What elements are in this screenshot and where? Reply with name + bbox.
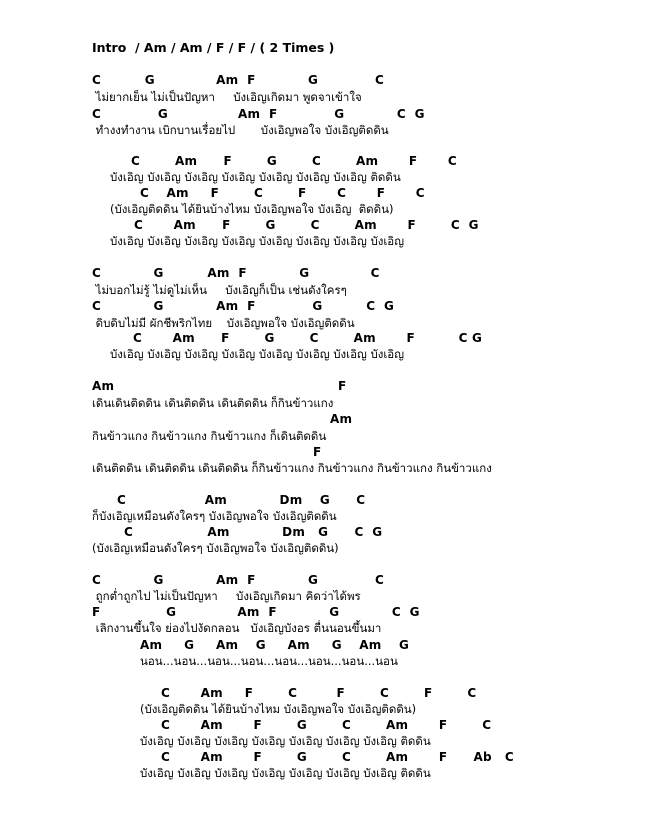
lyric-line: ไม่บอกไม่รู้ ไม่ดูไม่เห็น บังเอิญก็เป็น เช่นดังใครๆ: [92, 283, 347, 297]
lyric-line: (บังเอิญติดดิน ได้ยินบ้างไหม บังเอิญพอใจ บังเอิญ ติดดิน): [110, 202, 394, 216]
lyric-line: (บังเอิญเหมือนดังใครๆ บังเอิญพอใจ บังเอิญติดดิน): [92, 541, 339, 555]
chord-line: C G Am F G C: [92, 73, 384, 87]
chord-line: F G Am F G C G: [92, 605, 420, 619]
chord-line: Am: [92, 379, 115, 393]
chord-line: Am: [330, 412, 353, 426]
lyric-line: บังเอิญ บังเอิญ บังเอิญ บังเอิญ บังเอิญ บังเอิญ บังเอิญ ติดดิน: [140, 734, 431, 748]
lyric-line: กินข้าวแกง กินข้าวแกง กินข้าวแกง ก็เดินติดดิน: [92, 429, 327, 443]
lyric-line: ก็บังเอิญเหมือนดังใครๆ บังเอิญพอใจ บังเอิญติดดิน: [92, 509, 337, 523]
chord-line: C G Am F G C: [92, 573, 384, 587]
lyric-line: ไม่ยากเย็น ไม่เป็นปัญหา บังเอิญเกิดมา พูดจาเข้าใจ: [92, 90, 362, 104]
chord-line: C Am F G C Am F C G: [133, 331, 483, 345]
lyric-line: ทำงงทำงาน เบิกบานเรื่อยไป บังเอิญพอใจ บังเอิญติดดิน: [92, 123, 389, 137]
chord-line: C Am F G C Am F C: [131, 154, 457, 168]
lyric-line: บังเอิญ บังเอิญ บังเอิญ บังเอิญ บังเอิญ บังเอิญ บังเอิญ บังเอิญ: [110, 234, 404, 248]
chord-line: C Am F G C Am F C G: [134, 218, 479, 232]
lyric-line: บังเอิญ บังเอิญ บังเอิญ บังเอิญ บังเอิญ บังเอิญ บังเอิญ ติดดิน: [140, 766, 431, 780]
chord-line: C Am Dm G C G: [124, 525, 383, 539]
lyric-line: ดิบดิบไม่มี ผักชีพริกไทย บังเอิญพอใจ บังเอิญติดดิน: [92, 316, 355, 330]
lyric-line: เดินเดินติดดิน เดินติดดิน เดินติดดิน ก็กินข้าวแกง: [92, 396, 334, 410]
lyric-line: บังเอิญ บังเอิญ บังเอิญ บังเอิญ บังเอิญ บังเอิญ บังเอิญ บังเอิญ: [110, 347, 404, 361]
chord-line: C Am F G C Am F C: [161, 718, 492, 732]
lyric-line: บังเอิญ บังเอิญ บังเอิญ บังเอิญ บังเอิญ บังเอิญ บังเอิญ ติดดิน: [110, 170, 401, 184]
chord-line: Am G Am G Am G Am G: [140, 638, 410, 652]
chord-line: F: [338, 379, 347, 393]
lyric-line: นอน...นอน...นอน...นอน...นอน...นอน...นอน...นอน: [140, 654, 398, 668]
chord-line: C Am F C F C F C: [161, 686, 477, 700]
chord-line: C G Am F G C G: [92, 107, 425, 121]
chord-line: C Am F C F C F C: [140, 186, 425, 200]
lyric-line: ถูกต่ำถูกไป ไม่เป็นปัญหา บังเอิญเกิดมา คิดว่าได้พร: [92, 589, 361, 603]
lyric-line: เลิกงานขึ้นใจ ย่องไปงัดกลอน บังเอิญบังอร ตื่นนอนขึ้นมา: [92, 621, 382, 635]
chord-line: C G Am F G C: [92, 266, 380, 280]
chord-line: C G Am F G C G: [92, 299, 395, 313]
lyric-line: เดินติดดิน เดินติดดิน เดินติดดิน ก็กินข้าวแกง กินข้าวแกง กินข้าวแกง กินข้าวแกง: [92, 461, 492, 475]
lyric-line: (บังเอิญติดดิน ได้ยินบ้างไหม บังเอิญพอใจ บังเอิญติดดิน): [140, 702, 417, 716]
chord-line: C Am Dm G C: [117, 493, 366, 507]
intro-line: Intro / Am / Am / F / F / ( 2 Times ): [92, 40, 335, 55]
chord-line: C Am F G C Am F Ab C: [161, 750, 514, 764]
chord-line: F: [313, 445, 322, 459]
